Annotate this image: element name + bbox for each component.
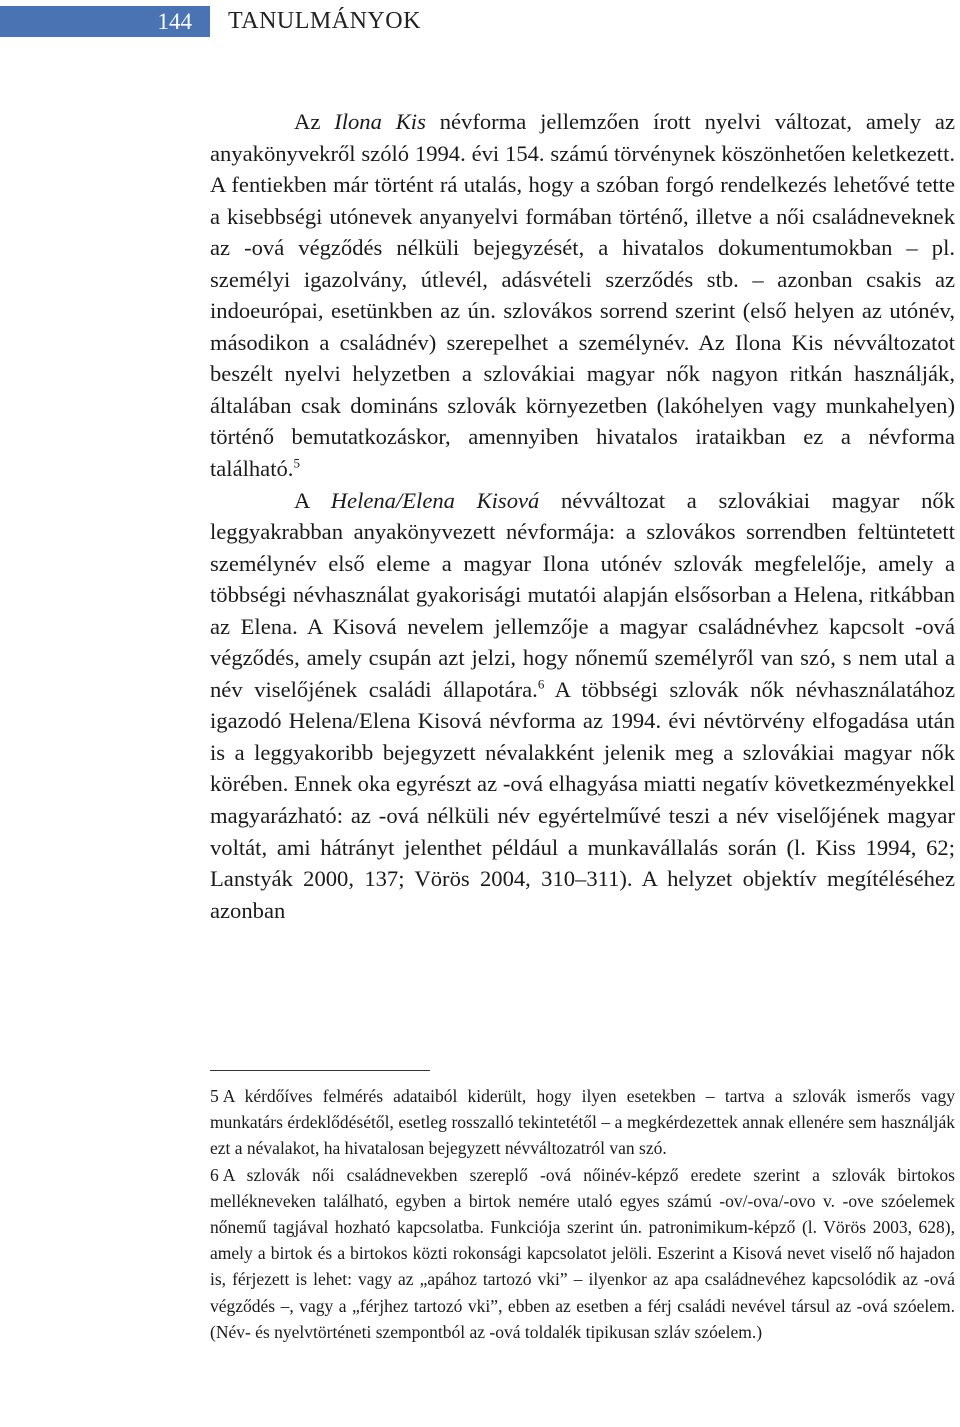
- paragraph-1: [210, 106, 955, 485]
- footnote-5: [210, 1083, 955, 1162]
- footnote-number: 6: [210, 1164, 219, 1185]
- name-variant-italic: Ilona Kis: [334, 109, 426, 134]
- paragraph-2-lead: A: [294, 487, 331, 513]
- paragraph-2: [210, 485, 955, 927]
- paragraph-2-text: névváltozat a szlovákiai magyar nők leggyakrabban anyakönyvezett névformája: a szlovákos sorrendben feltüntetett személynév első eleme a magyar Ilona utónév szlovák megfelelője, amely a többségi névhasználat gyakorisági mutatói alapján elsősorban a Helena, ritkábban az Elena. A Kisová nevelem jellemzője a magyar családnévhez kapcsolt -ová végződés, amely csupán azt jelzi, hogy nőnemű személyről van szó, s nem utal a név viselőjének családi állapotára.: [210, 487, 955, 702]
- paragraph-2-text-continued: A többségi szlovák nők névhasználatához igazodó Helena/Elena Kisová névforma az 1994. évi névtörvény elfogadása után is a leggyakoribb bejegyzett névalakként jelenik meg a szlovákiai magyar nők körében. Ennek oka egyrészt az -ová elhagyása miatti negatív következményekkel magyarázható: az -ová nélküli név egyértelművé teszi a név viselőjének magyar voltát, ami hátrányt jelenthet például a munkavállalás során (l. Kiss 1994, 62; Lanstyák 2000, 137; Vörös 2004, 310–311). A helyzet objektív megítéléséhez azonban: [210, 676, 955, 923]
- footnote-text: A szlovák női családnevekben szereplő -ová nőinév-képző eredete szerint a szlovák birtokos mellékneveken található, egyben a birtok nemére utaló egyes számú -ov/-ova/-ovo v. -ove szóelemek nőnemű tagjával hozható kapcsolatba. Funkciója szerint ún. patronimikum-képző (l. Vörös 2003, 628), amely a birtok és a birtokos közti rokonsági kapcsolatot jelöli. Eszerint a Kisová nevet viselő nő hajadon is, férjezett is lehet: vagy az „apához tartozó vki” – ilyenkor az apa családnevéhez kapcsolódik az -ová végződés –, vagy a „férjhez tartozó vki”, ebben az esetben a férj családi nevével társul az -ová szóelem. (Név- és nyelvtörténeti szempontból az -ová toldalék tipikusan szláv szóelem.): [210, 1164, 955, 1342]
- footnote-text: A kérdőíves felmérés adataiból kiderült, hogy ilyen esetekben – tartva a szlovák ismerős vagy munkatárs érdeklődésétől, esetleg rosszalló tekintetétől – a megkérdezettek annak ellenére sem használják ezt a névalakot, ha hivatalosan bejegyzett névváltozatról van szó.: [210, 1086, 955, 1159]
- footnote-6: [210, 1162, 955, 1345]
- paragraph-1-lead: Az: [294, 109, 335, 134]
- footnote-ref-5[interactable]: 5: [293, 455, 300, 471]
- footnote-number: 5: [210, 1086, 219, 1106]
- name-variant-italic: Helena/Elena Kisová: [330, 487, 540, 513]
- footnote-ref-6[interactable]: 6: [537, 676, 545, 692]
- footnote-divider: [210, 1070, 430, 1071]
- section-title: TANULMÁNYOK: [228, 8, 421, 34]
- paragraph-1-text: névforma jellemzően írott nyelvi változat, amely az anyakönyvekről szóló 1994. évi 154. számú törvénynek köszönhetően keletkezett. A fentiekben már történt rá utalás, hogy a szóban forgó rendelkezés lehetővé tette a kisebbségi utónevek anyanyelvi formában történő, illetve a női családneveknek az -ová végződés nélküli bejegyzését, a hivatalos dokumentumokban – pl. személyi igazolvány, útlevél, adásvételi szerződés stb. – azonban csakis az indoeurópai, esetünkben az ún. szlovákos sorrend szerint (első helyen az utónév, másodikon a családnév) szerepelhet a személynév. Az Ilona Kis névváltozatot beszélt nyelvi helyzetben a szlovákiai magyar nők nagyon ritkán használják, általában csak domináns szlovák környezetben (lakóhelyen vagy munkahelyen) történő bemutatkozáskor, amennyiben hivatalos irataikban ez a névforma található.: [210, 109, 955, 482]
- main-text: [210, 106, 955, 926]
- footnotes: [210, 1083, 955, 1345]
- page-header: [0, 0, 960, 40]
- page-number: 144: [0, 6, 210, 37]
